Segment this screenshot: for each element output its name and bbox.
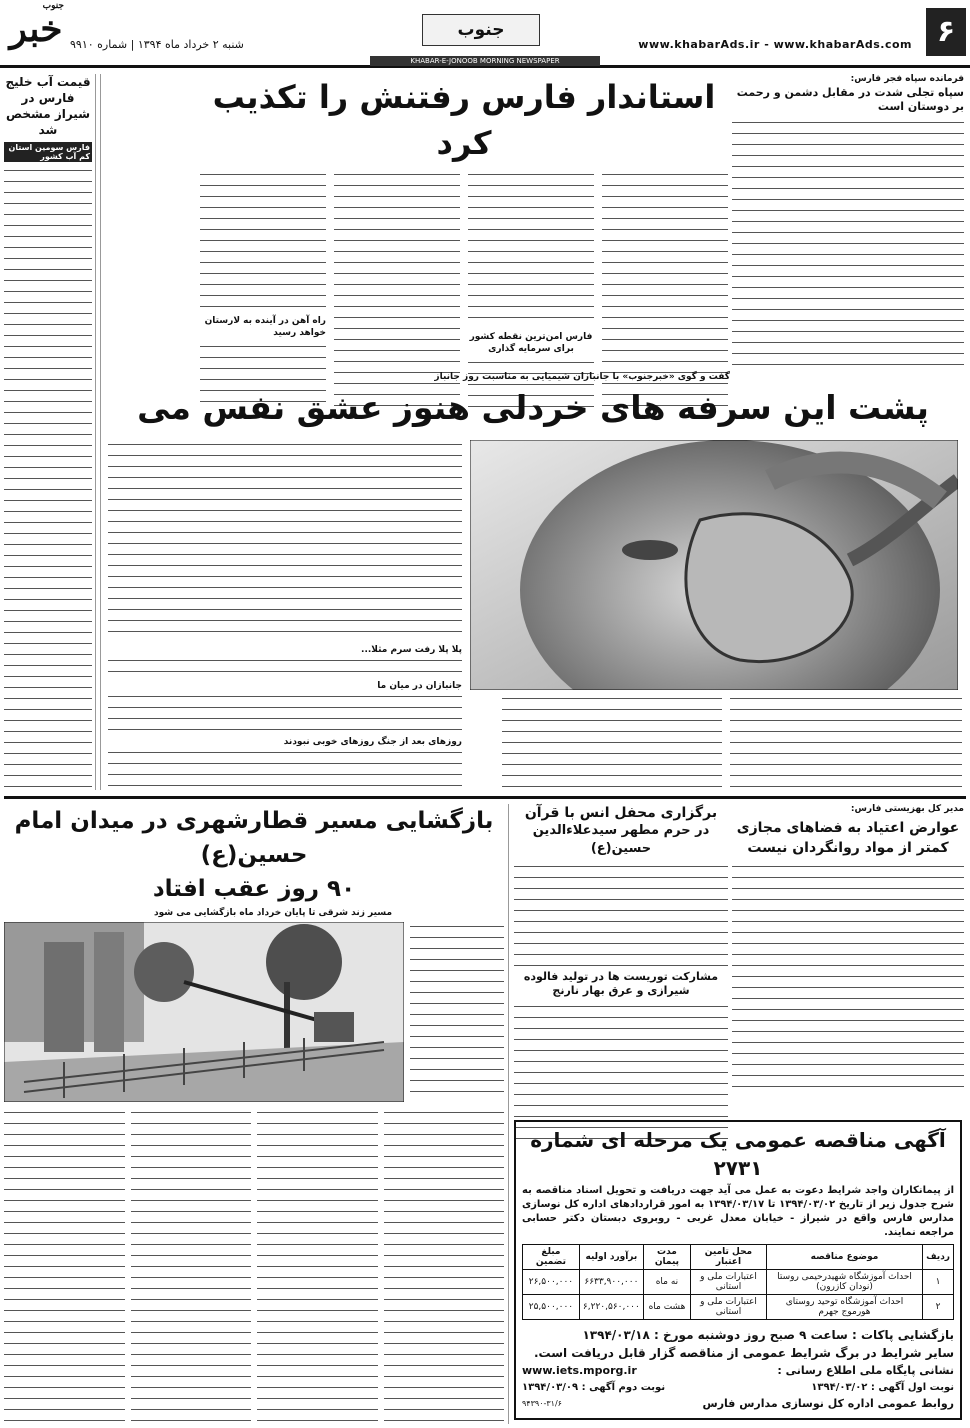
tender-table-header (523, 1245, 954, 1270)
story-kicker: فرمانده سپاه فجر فارس: (850, 74, 964, 84)
tender-title: آگهی مناقصه عمومی یک مرحله ای شماره ۲۷۳۱ (530, 1128, 946, 1180)
logo-sub: جنوب (42, 1, 64, 11)
section-title: جنوب (422, 14, 540, 46)
tender-first-publication: نوبت اول آگهی : ۱۳۹۴/۰۳/۰۲ (811, 1382, 954, 1393)
tender-advertisement (514, 1120, 962, 1420)
story-body (732, 118, 964, 368)
col-header: محل تامین اعتبار (691, 1245, 767, 1270)
rail-col-1 (384, 1108, 505, 1428)
feature-col-4-body2 (108, 692, 462, 736)
virtual-story-body (732, 862, 964, 1092)
feature-col-4-body3 (108, 748, 462, 790)
section-divider (4, 796, 966, 799)
tourist-story-title: مشارکت توریست ها در تولید فالوده شیرازی و عرق بهار نارنج (523, 970, 719, 997)
rail-story-title-2: ۹۰ روز عقب افتاد (152, 876, 356, 902)
rail-story-title: بازگشایی مسیر قطارشهری در میدان امام حسین(ع) (14, 808, 494, 868)
main-story-col-4 (200, 170, 326, 312)
top-right-story (732, 74, 964, 366)
tender-site-link[interactable]: www.iets.mporg.ir (522, 1364, 637, 1377)
table-cell: ۶,۲۲۰,۵۶۰,۰۰۰ (579, 1295, 643, 1320)
main-story-subhead-2: راه آهن در آینده به لارستان خواهد رسید (204, 316, 326, 338)
table-cell: ۲۵,۵۰۰,۰۰۰ (523, 1295, 580, 1320)
left-story-body (4, 166, 92, 796)
left-story-kicker: فارس سومین استان کم آب کشور (4, 142, 92, 162)
feature-col-2 (502, 694, 722, 790)
tender-opening: بازگشایی پاکات : ساعت ۹ صبح روز دوشنبه مورخ : ۱۳۹۴/۰۳/۱۸ (582, 1328, 954, 1342)
issue-date: شنبه ۲ خرداد ماه ۱۳۹۴ | شماره ۹۹۱۰ (70, 38, 244, 51)
table-cell: اعتبارات ملی و استانی (691, 1295, 767, 1320)
feature-title: پشت این سرفه های خردلی هنوز عشق نفس می (137, 388, 929, 427)
col-header: مبلغ تضمین (523, 1245, 580, 1270)
feature-subhead-3: روزهای بعد از جنگ روزهای خوبی نبودند (283, 737, 462, 747)
column-rule-2 (508, 804, 509, 1424)
rail-construction-photo (4, 922, 404, 1102)
col-header: برآورد اولیه (579, 1245, 643, 1270)
main-story (200, 74, 728, 366)
feature-kicker: گفت و گوی «خبرجنوب» با جانبازان شیمیایی به مناسبت روز جانباز (434, 372, 730, 382)
veteran-photo (470, 440, 958, 690)
quran-story-title-2: در حرم مطهر سیدعلاءالدین حسین(ع) (532, 823, 710, 856)
rail-col-3 (131, 1108, 252, 1428)
story-title: سپاه تجلی شدت در مقابل دشمن و رحمت بر دوستان است (736, 86, 964, 113)
tender-table (522, 1244, 954, 1320)
col-header: ردیف (923, 1245, 954, 1270)
website-addresses: www.khabarAds.ir - www.khabarAds.com (638, 38, 912, 51)
page-number: ۶ (926, 8, 966, 56)
tender-intro: از پیمانکاران واجد شرایط دعوت به عمل می آید جهت دریافت و تحویل اسناد مناقصه به شرح جدول زیر از تاریخ ۱۳۹۴/۰۳/۰۲ تا ۱۳۹۴/۰۳/۱۷ به امور قراردادهای اداره کل نوسازی مدارس فارس واقع در شیراز - خیابان معدل غربی - روبروی دبستان دکتر حسابی مراجعه نمایند. (522, 1185, 954, 1238)
tender-site-label: نشانی پایگاه ملی اطلاع رسانی : (777, 1364, 954, 1377)
virtual-space-story (732, 804, 964, 1114)
feature-col-1 (730, 694, 962, 790)
main-story-title: استاندار فارس رفتنش را تکذیب کرد (212, 78, 716, 162)
main-story-col-2 (468, 170, 594, 328)
left-story-title: قیمت آب خلیج فارس در شیراز مشخص شد (5, 75, 91, 137)
quran-story-title: برگزاری محفل انس با قرآن (524, 805, 718, 821)
table-cell: احداث آموزشگاه توحید روستای هورموج جهرم (766, 1295, 922, 1320)
table-cell: ۱ (923, 1270, 954, 1295)
veteran-oxygen-mask-image (470, 440, 958, 690)
masthead (0, 0, 970, 68)
tender-code: ۹۴۳۹۰-۳۱/۶ (522, 1399, 562, 1408)
col-header: موضوع مناقصه (766, 1245, 922, 1270)
newspaper-logo (6, 1, 66, 52)
construction-site-image (4, 922, 404, 1102)
table-cell: ۲۶,۵۰۰,۰۰۰ (523, 1270, 580, 1295)
table-cell: ۶۶۳۳,۹۰۰,۰۰۰ (579, 1270, 643, 1295)
column-rule (100, 74, 101, 790)
rail-story-caption: مسیر زند شرقی تا پایان خرداد ماه بازگشایی می شود (154, 908, 393, 918)
table-cell: هشت ماه (643, 1295, 690, 1320)
feature-subhead-1: پلا پلا رفت سرم مثلا... (361, 645, 462, 655)
table-cell: احداث آموزشگاه شهیدرحیمی روستا (نودان کازرون) (766, 1270, 922, 1295)
rail-story-side-col (410, 922, 504, 1102)
quran-story-body (514, 862, 728, 966)
rail-story (4, 804, 504, 1420)
table-row (523, 1270, 954, 1295)
feature-col-4 (108, 644, 462, 790)
feature-col-4-body (108, 656, 462, 680)
tender-conditions: سایر شرایط در برگ شرایط عمومی از مناقصه گزار قابل دریافت است. (533, 1346, 954, 1360)
tender-footer: روابط عمومی اداره کل نوسازی مدارس فارس (702, 1397, 954, 1410)
table-cell: اعتبارات ملی و استانی (691, 1270, 767, 1295)
table-cell: ۲ (923, 1295, 954, 1320)
paper-english-name: KHABAR-E-JONOOB MORNING NEWSPAPER (370, 56, 600, 66)
left-column-story (4, 74, 96, 790)
col-header: مدت پیمان (643, 1245, 690, 1270)
feature-col-3 (108, 440, 462, 640)
logo-text: خبر (9, 8, 63, 50)
feature-subhead-2: جانبازان در میان ما (377, 681, 462, 691)
virtual-story-title: عوارض اعتیاد به فضاهای مجازی کمتر از مواد روانگردان نیست (736, 820, 960, 856)
main-story-subhead-1: فارس امن‌ترین نقطه کشور برای سرمایه گذاری (469, 332, 593, 354)
rail-col-2 (257, 1108, 378, 1428)
tender-second-publication: نوبت دوم آگهی : ۱۳۹۴/۰۳/۰۹ (522, 1382, 666, 1393)
table-cell: نه ماه (643, 1270, 690, 1295)
virtual-story-kicker: مدیر کل بهزیستی فارس: (850, 804, 964, 814)
rail-col-4 (4, 1108, 125, 1428)
quran-story (514, 804, 728, 1114)
table-row (523, 1295, 954, 1320)
